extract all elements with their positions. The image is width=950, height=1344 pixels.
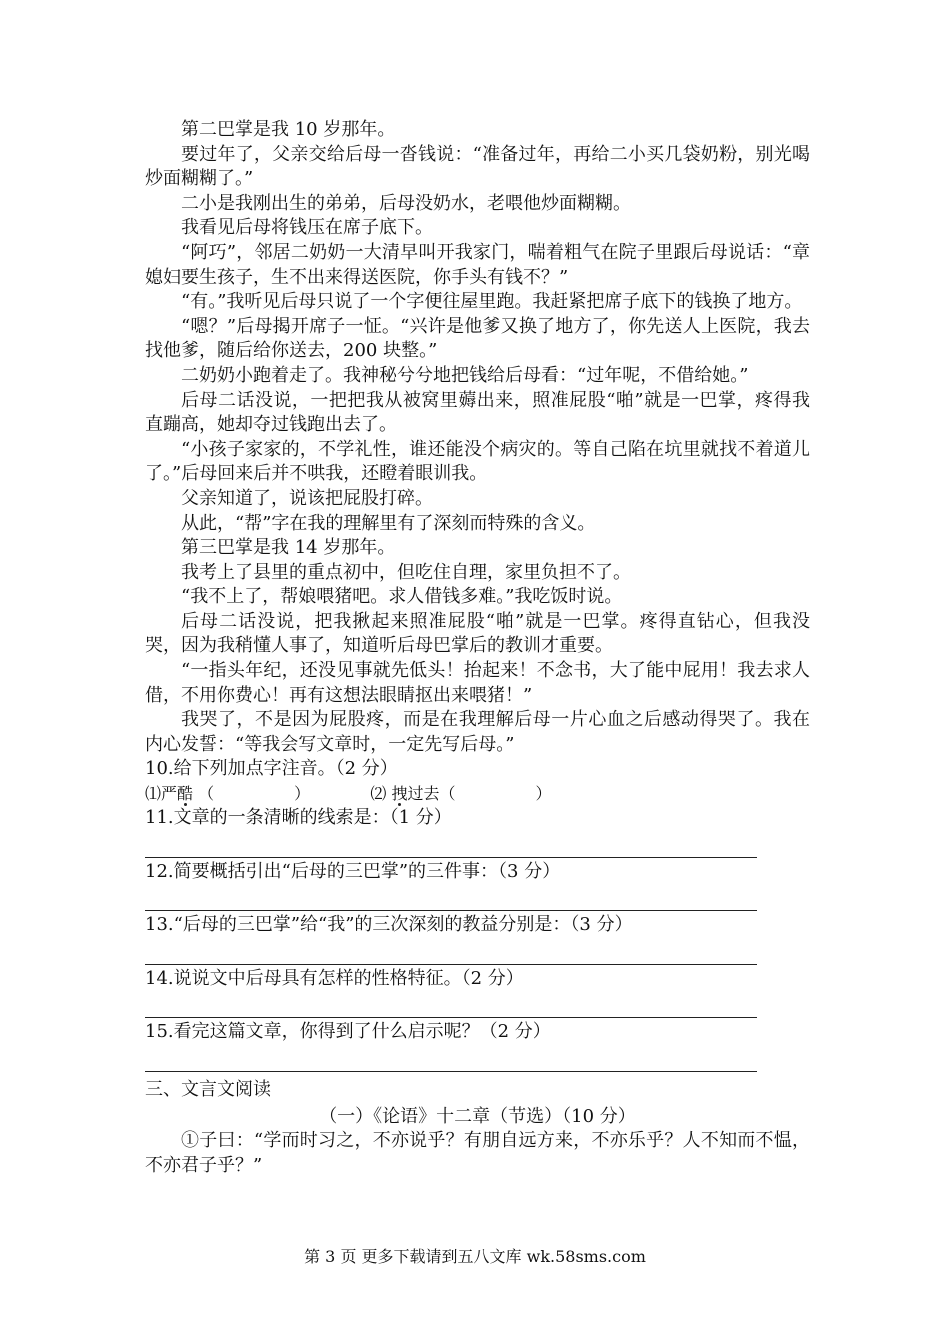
question-13: 13.“后母的三巴掌”给“我”的三次深刻的教益分别是：（3 分）	[145, 914, 633, 936]
passage-paragraph: 父亲知道了，说该把屁股打碎。	[181, 487, 433, 509]
passage-paragraph: 后母二话没说，把我揪起来照准屁股“啪”就是一巴掌。疼得直钻心，但我没哭，因为我稍懂人事了，知道听后母巴掌后的教训才重要。	[145, 610, 810, 657]
passage-paragraph: 第三巴掌是我 14 岁那年。	[181, 537, 396, 559]
item-1-char: 严	[161, 784, 178, 804]
item-1-dotted-char: 酷	[177, 784, 194, 804]
passage-paragraph: 要过年了，父亲交给后母一沓钱说：“准备过年，再给二小买几袋奶粉，别光喝炒面糊糊了。”	[145, 143, 810, 190]
answer-line-13[interactable]	[145, 938, 757, 965]
question-12: 12.简要概括引出“后母的三巴掌”的三件事：（3 分）	[145, 860, 561, 882]
item-1-number: ⑴	[145, 784, 162, 804]
passage-paragraph: 后母二话没说，一把把我从被窝里薅出来，照准屁股“啪”就是一巴掌，疼得我直蹦高，她却夺过钱跑出去了。	[145, 389, 810, 436]
section-subtitle: （一）《论语》十二章（节选）（10 分）	[319, 1105, 636, 1127]
page-content	[145, 118, 810, 1178]
item-1-paren-close: ）	[294, 784, 311, 804]
item-2-number: ⑵	[370, 784, 387, 804]
answer-line-15[interactable]	[145, 1045, 757, 1072]
passage	[145, 118, 810, 757]
answer-line-11[interactable]	[145, 831, 757, 858]
question-11: 11.文章的一条清晰的线索是：（1 分）	[145, 807, 452, 829]
lunyu-paragraph: ①子曰：“学而时习之，不亦说乎？有朋自远方来，不亦乐乎？人不知而不愠，不亦君子乎？”	[145, 1130, 810, 1176]
passage-paragraph: “小孩子家家的，不学礼性，谁还能没个病灾的。等自己陷在坑里就找不着道儿了。”后母回来后并不哄我，还瞪着眼训我。	[145, 438, 810, 485]
passage-paragraph: “一指头年纪，还没见事就先低头！抬起来！不念书，大了能中屁用！我去求人借，不用你费心！再有这想法眼睛抠出来喂猪！”	[145, 660, 810, 706]
passage-paragraph: 从此，“帮”字在我的理解里有了深刻而特殊的含义。	[181, 512, 596, 534]
passage-paragraph: “阿巧”，邻居二奶奶一大清早叫开我家门，喘着粗气在院子里跟后母说话：“章媳妇要生孩子，生不出来得送医院，你手头有钱不？”	[145, 241, 810, 288]
passage-paragraph: 我看见后母将钱压在席子底下。	[181, 217, 433, 239]
item-2-dotted-char: 拽	[391, 784, 408, 804]
item-1-paren-open: （	[198, 784, 215, 804]
item-2-rest: 过去（	[407, 784, 456, 804]
passage-paragraph: 我哭了，不是因为屁股疼，而是在我理解后母一片心血之后感动得哭了。我在内心发誓：“等我会写文章时，一定先写后母。”	[145, 709, 810, 755]
answer-line-14[interactable]	[145, 991, 757, 1018]
passage-paragraph: “有。”我听见后母只说了一个字便往屋里跑。我赶紧把席子底下的钱换了地方。	[181, 291, 803, 313]
page-footer: 第 3 页 更多下载请到五八文库 wk.58sms.com	[304, 1247, 646, 1266]
passage-paragraph: “嗯？”后母揭开席子一怔。“兴许是他爹又换了地方了，你先送人上医院，我去找他爹，随后给你送去，200 块整。”	[145, 315, 810, 362]
question-14: 14.说说文中后母具有怎样的性格特征。（2 分）	[145, 967, 524, 989]
item-2-paren-close: ）	[535, 784, 552, 804]
passage-paragraph: 二小是我刚出生的弟弟，后母没奶水，老喂他炒面糊糊。	[181, 192, 631, 214]
answer-line-12[interactable]	[145, 884, 757, 911]
question-15: 15.看完这篇文章，你得到了什么启示呢？（2 分）	[145, 1021, 551, 1043]
question-10: 10.给下列加点字注音。（2 分）	[145, 758, 398, 780]
passage-paragraph: 二奶奶小跑着走了。我神秘兮兮地把钱给后母看：“过年呢，不借给她。”	[181, 364, 749, 386]
question-10-items	[145, 782, 810, 806]
section-heading: 三、文言文阅读	[145, 1079, 271, 1100]
passage-paragraph: “我不上了，帮娘喂猪吧。求人借钱多难。”我吃饭时说。	[181, 586, 623, 608]
passage-paragraph: 第二巴掌是我 10 岁那年。	[181, 119, 396, 140]
passage-paragraph: 我考上了县里的重点初中，但吃住自理，家里负担不了。	[181, 561, 631, 583]
